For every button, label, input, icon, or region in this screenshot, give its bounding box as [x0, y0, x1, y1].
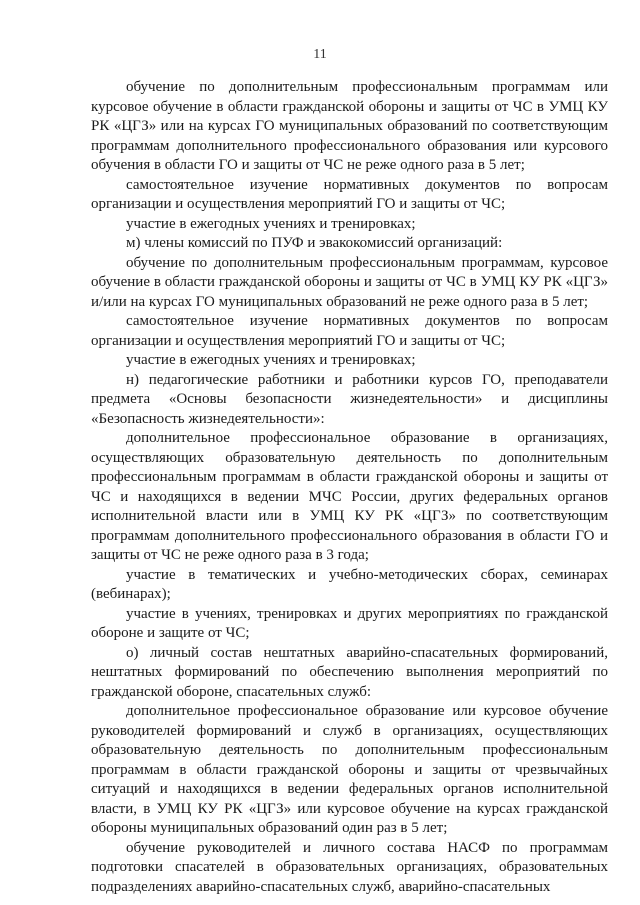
paragraph: м) члены комиссий по ПУФ и эвакокомиссий организаций: [126, 235, 503, 251]
paragraph: участие в тематических и учебно-методических сборах, семинарах (вебинарах); [91, 566, 608, 602]
paragraph: участие в учениях, тренировках и других мероприятиях по гражданской обороне и защите от ЧС; [91, 605, 608, 641]
page-number: 11 [313, 47, 327, 62]
paragraph: самостоятельное изучение нормативных документов по вопросам организации и осуществления мероприятий ГО и защиты от ЧС; [91, 313, 608, 349]
paragraph: обучение по дополнительным профессиональным программам, курсовое обучение в области гражданской обороны и защиты от ЧС в УМЦ КУ РК «ЦГЗ» и/или на курсах ГО муниципальных образований не реже одного раза в 5 лет; [91, 254, 608, 310]
paragraph: участие в ежегодных учениях и тренировках; [126, 352, 416, 368]
paragraph: дополнительное профессиональное образование в организациях, осуществляющих образовательную деятельность по дополнительным профессиональным программам в области гражданской обороны и защиты от ЧС и находящихся в ведении МЧС России, других федеральных органов исполнительной власти или в УМЦ КУ РК «ЦГЗ» по соответствующим программам дополнительного профессионального образования в области ГО и защиты от ЧС не реже одного раза в 3 года; [91, 430, 608, 563]
document-body [91, 78, 608, 897]
paragraph: участие в ежегодных учениях и тренировках; [126, 215, 416, 232]
paragraph: самостоятельное изучение нормативных документов по вопросам организации и осуществления мероприятий ГО и защиты от ЧС; [91, 176, 608, 212]
paragraph: обучение руководителей и личного состава НАСФ по программам подготовки спасателей в образовательных организациях, образовательных подразделениях аварийно-спасательных служб, аварийно-спасательных [91, 839, 608, 895]
paragraph: о) личный состав нештатных аварийно-спасательных формирований, нештатных формирований по обеспечению выполнения мероприятий по гражданской обороне, спасательных служб: [91, 644, 608, 700]
paragraph: дополнительное профессиональное образование или курсовое обучение руководителей формирований и служб в организациях, осуществляющих образовательную деятельность по дополнительным профессиональным программам в области гражданской обороны и защиты от чрезвычайных ситуаций и находящихся в ведении федеральных органов исполнительной власти, в УМЦ КУ РК «ЦГЗ» или курсовое обучение на курсах гражданской обороны муниципальных образований один раз в 5 лет; [91, 703, 608, 836]
paragraph: н) педагогические работники и работники курсов ГО, преподаватели предмета «Основы безопасности жизнедеятельности» и дисциплины «Безопасность жизнедеятельности»: [91, 371, 608, 427]
paragraph: обучение по дополнительным профессиональным программам или курсовое обучение в области гражданской обороны и защиты от ЧС в УМЦ КУ РК «ЦГЗ» или на курсах ГО муниципальных образований по соответствующим программам дополнительного профессионального образования или курсового обучения в области ГО и защиты от ЧС не реже одного раза в 5 лет; [91, 79, 608, 173]
